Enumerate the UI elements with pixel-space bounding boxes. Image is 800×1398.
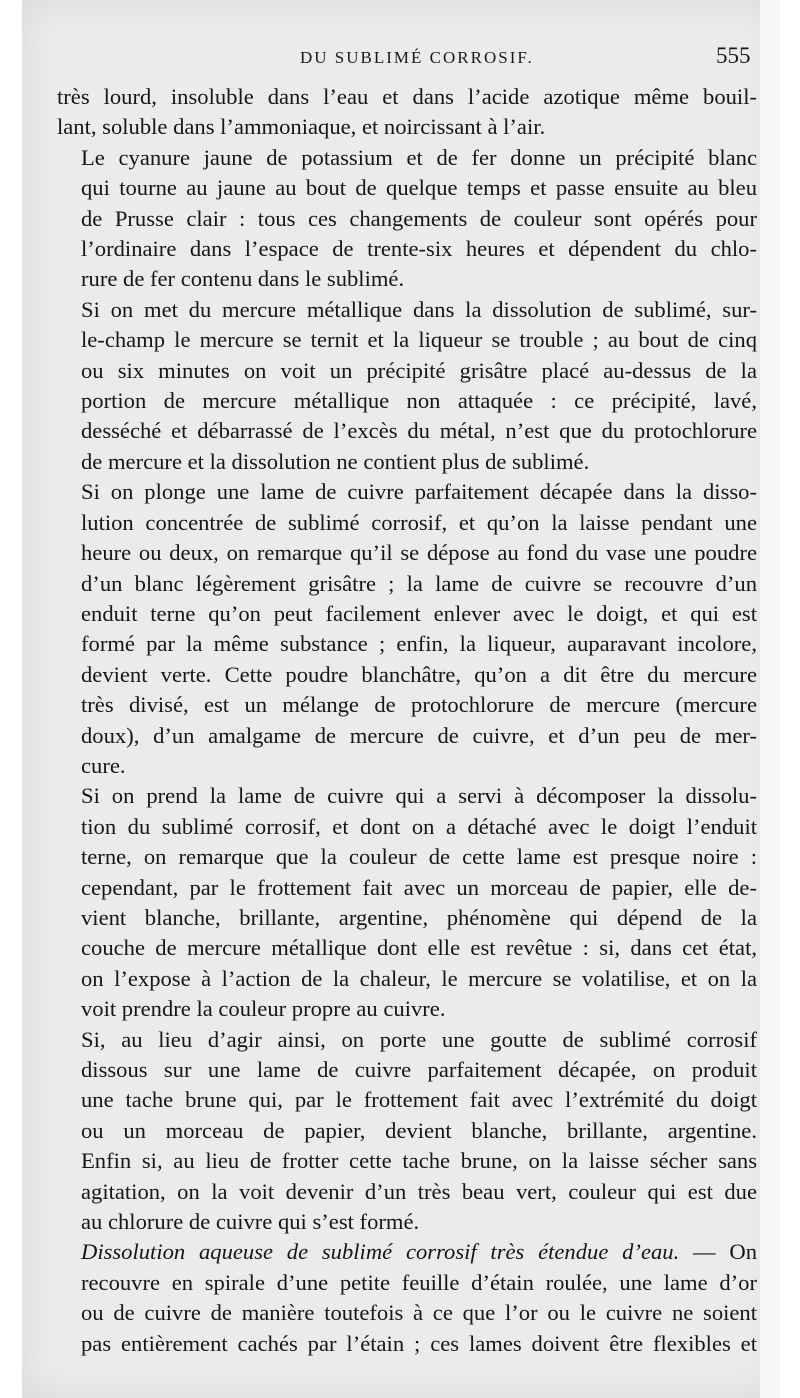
text-line: ou un morceau de papier, devient blanche, brillante, argentine. [81, 1117, 757, 1143]
text-line: de mercure et la dissolution ne contient plus de sublimé. [81, 448, 590, 474]
text-line: enduit terne qu’on peut facilement enlever avec le doigt, et qui est [81, 600, 757, 626]
text-line: Si on plonge une lame de cuivre parfaitement décapée dans la disso- [81, 479, 757, 505]
text-line: on l’expose à l’action de la chaleur, le mercure se volatilise, et on la [81, 965, 757, 991]
text-line: rure de fer contenu dans le sublimé. [81, 266, 405, 292]
text-line: dissous sur une lame de cuivre parfaitement décapée, on produit [81, 1057, 757, 1082]
text-line: le-champ le mercure se ternit et la liqueur se trouble ; au bout de cinq [81, 327, 757, 353]
text-line: très lourd, insoluble dans l’eau et dans l’acide azotique même bouil- [57, 84, 757, 109]
book-page [22, 0, 780, 1398]
running-title: DU SUBLIMÉ CORROSIF. [300, 48, 534, 67]
text-line: ou six minutes on voit un précipité grisâtre placé au-dessus de la [81, 357, 757, 383]
text-line: au chlorure de cuivre qui s’est formé. [81, 1209, 420, 1235]
paragraph-5 [57, 781, 757, 1024]
text-line: l’ordinaire dans l’espace de trente-six heures et dépendent du chlo- [81, 236, 757, 262]
text-line: lant, soluble dans l’ammoniaque, et noircissant à l’air. [57, 114, 546, 140]
text-line: desséché et débarrassé de l’excès du métal, n’est que du protochlorure [81, 418, 757, 444]
text-line: Enfin si, au lieu de frotter cette tache brune, on la laisse sécher sans [81, 1148, 757, 1174]
body-text [57, 82, 757, 1359]
text-line: voit prendre la couleur propre au cuivre. [81, 996, 446, 1022]
text-line: cependant, par le frottement fait avec un morceau de papier, elle de- [81, 874, 757, 900]
paragraph-2 [57, 143, 757, 295]
text-line: Si on prend la lame de cuivre qui a servi à décomposer la dissolu- [81, 783, 757, 809]
text-line: Si on met du mercure métallique dans la dissolution de sublimé, sur- [81, 296, 757, 322]
page-number: 555 [716, 43, 751, 68]
text-line-lead [57, 1237, 757, 1267]
section-lead-italic: Dissolution aqueuse de sublimé corrosif très étendue d’eau. [81, 1239, 680, 1265]
text-line: terne, on remarque que la couleur de cette lame est presque noire : [81, 844, 757, 870]
text-line: formé par la même substance ; enfin, la liqueur, auparavant incolore, [81, 631, 757, 657]
page-edge [760, 0, 780, 1398]
text-line: vient blanche, brillante, argentine, phénomène qui dépend de la [81, 904, 757, 930]
text-line: Le cyanure jaune de potassium et de fer donne un précipité blanc [81, 144, 757, 170]
text-line: devient verte. Cette poudre blanchâtre, qu’on a dit être du mercure [81, 661, 757, 687]
text-line: de Prusse clair : tous ces changements de couleur sont opérés pour [81, 205, 757, 231]
paragraph-1 [57, 82, 757, 143]
section-lead-rest: — On [679, 1239, 757, 1265]
paragraph-4 [57, 477, 757, 781]
page-header [22, 43, 780, 78]
text-line: une tache brune qui, par le frottement fait avec l’extrémité du doigt [81, 1087, 757, 1113]
paragraph-3 [57, 295, 757, 477]
text-line: agitation, on la voit devenir d’un très beau vert, couleur qui est due [81, 1178, 757, 1204]
text-line: portion de mercure métallique non attaquée : ce précipité, lavé, [81, 388, 757, 414]
paragraph-6 [57, 1025, 757, 1238]
text-line: lution concentrée de sublimé corrosif, et qu’on la laisse pendant une [81, 509, 757, 535]
text-line: tion du sublimé corrosif, et dont on a détaché avec le doigt l’enduit [81, 813, 757, 839]
text-line: très divisé, est un mélange de protochlorure de mercure (mercure [81, 692, 757, 718]
text-line: qui tourne au jaune au bout de quelque temps et passe ensuite au bleu [81, 175, 757, 201]
text-line: recouvre en spirale d’une petite feuille d’étain roulée, une lame d’or [81, 1269, 757, 1295]
text-line: doux), d’un amalgame de mercure de cuivre, et d’un peu de mer- [81, 722, 757, 748]
text-line: couche de mercure métallique dont elle est revêtue : si, dans cet état, [81, 935, 757, 961]
text-line: cure. [81, 752, 126, 778]
text-line: Si, au lieu d’agir ainsi, on porte une goutte de sublimé corrosif [81, 1026, 757, 1052]
paragraph-7 [57, 1237, 757, 1359]
text-line: d’un blanc légèrement grisâtre ; la lame de cuivre se recouvre d’un [81, 570, 757, 596]
text-line: heure ou deux, on remarque qu’il se dépose au fond du vase une poudre [81, 540, 757, 566]
text-line: pas entièrement cachés par l’étain ; ces lames doivent être flexibles et [81, 1330, 757, 1356]
text-line: ou de cuivre de manière toutefois à ce que l’or ou le cuivre ne soient [81, 1300, 757, 1326]
